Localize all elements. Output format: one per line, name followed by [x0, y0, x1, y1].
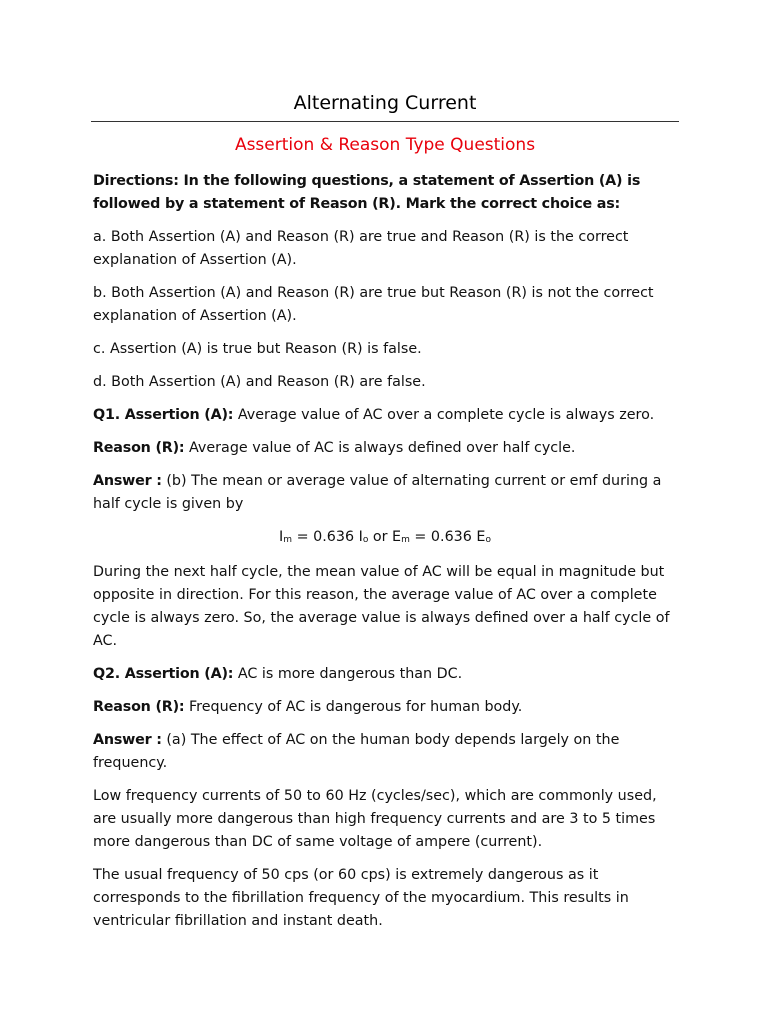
option-d: d. Both Assertion (A) and Reason (R) are false.	[93, 374, 426, 390]
formula-e-sub: m	[401, 535, 410, 545]
title-divider	[91, 121, 679, 122]
formula-i-sub: m	[283, 535, 293, 545]
q1-answer-text: (b) The mean or average value of alternating current or emf during a half cycle is given by	[93, 473, 662, 512]
formula-eq1: = 0.636 I	[292, 529, 363, 545]
q1-reason-label: Reason (R):	[93, 440, 185, 456]
option-b: b. Both Assertion (A) and Reason (R) are true but Reason (R) is not the correct explanation of Assertion (A).	[93, 285, 654, 324]
q1-explanation: During the next half cycle, the mean value of AC will be equal in magnitude but opposite in direction. For this reason, the average value of AC over a complete cycle is always zero. So, the average value is always defined over a half cycle of AC.	[93, 564, 670, 649]
formula-e0-sub: o	[485, 535, 491, 545]
q2-reason	[93, 696, 677, 719]
q2-assertion-text: AC is more dangerous than DC.	[233, 666, 463, 682]
section-subtitle: Assertion & Reason Type Questions	[234, 135, 536, 155]
q2-answer-text: (a) The effect of AC on the human body depends largely on the frequency.	[93, 732, 620, 771]
q1-formula	[93, 526, 677, 551]
q1-answer-label: Answer :	[93, 473, 162, 489]
option-c: c. Assertion (A) is true but Reason (R) is false.	[93, 341, 422, 357]
q2-reason-label: Reason (R):	[93, 699, 185, 715]
option-a: a. Both Assertion (A) and Reason (R) are true and Reason (R) is the correct explanation of Assertion (A).	[93, 229, 629, 268]
q1-answer	[93, 470, 677, 516]
formula-eq2: = 0.636 E	[409, 529, 486, 545]
q1-reason	[93, 437, 677, 460]
formula-or: or E	[368, 529, 402, 545]
q1-assertion-text: Average value of AC over a complete cycle is always zero.	[233, 407, 655, 423]
q2-answer-label: Answer :	[93, 732, 162, 748]
q2-paragraph-1: Low frequency currents of 50 to 60 Hz (cycles/sec), which are commonly used, are usually more dangerous than high frequency currents and are 3 to 5 times more dangerous than DC of same voltage of ampere (current).	[93, 788, 657, 850]
page-title: Alternating Current	[293, 92, 477, 114]
q2-answer	[93, 729, 677, 775]
q1-assertion-label: Q1. Assertion (A):	[93, 407, 234, 423]
document-page	[93, 88, 677, 943]
q1-reason-text: Average value of AC is always defined over half cycle.	[184, 440, 576, 456]
q2-paragraph-2: The usual frequency of 50 cps (or 60 cps) is extremely dangerous as it corresponds to the fibrillation frequency of the myocardium. This results in ventricular fibrillation and instant death.	[93, 867, 629, 929]
q2-reason-text: Frequency of AC is dangerous for human body.	[184, 699, 523, 715]
formula-i: I	[279, 529, 284, 545]
q1-assertion	[93, 404, 677, 427]
q2-assertion-label: Q2. Assertion (A):	[93, 666, 234, 682]
directions: Directions: In the following questions, a statement of Assertion (A) is followed by a statement of Reason (R). Mark the correct choice as:	[93, 173, 641, 212]
formula-i0-sub: o	[362, 535, 369, 545]
q2-assertion	[93, 663, 677, 686]
